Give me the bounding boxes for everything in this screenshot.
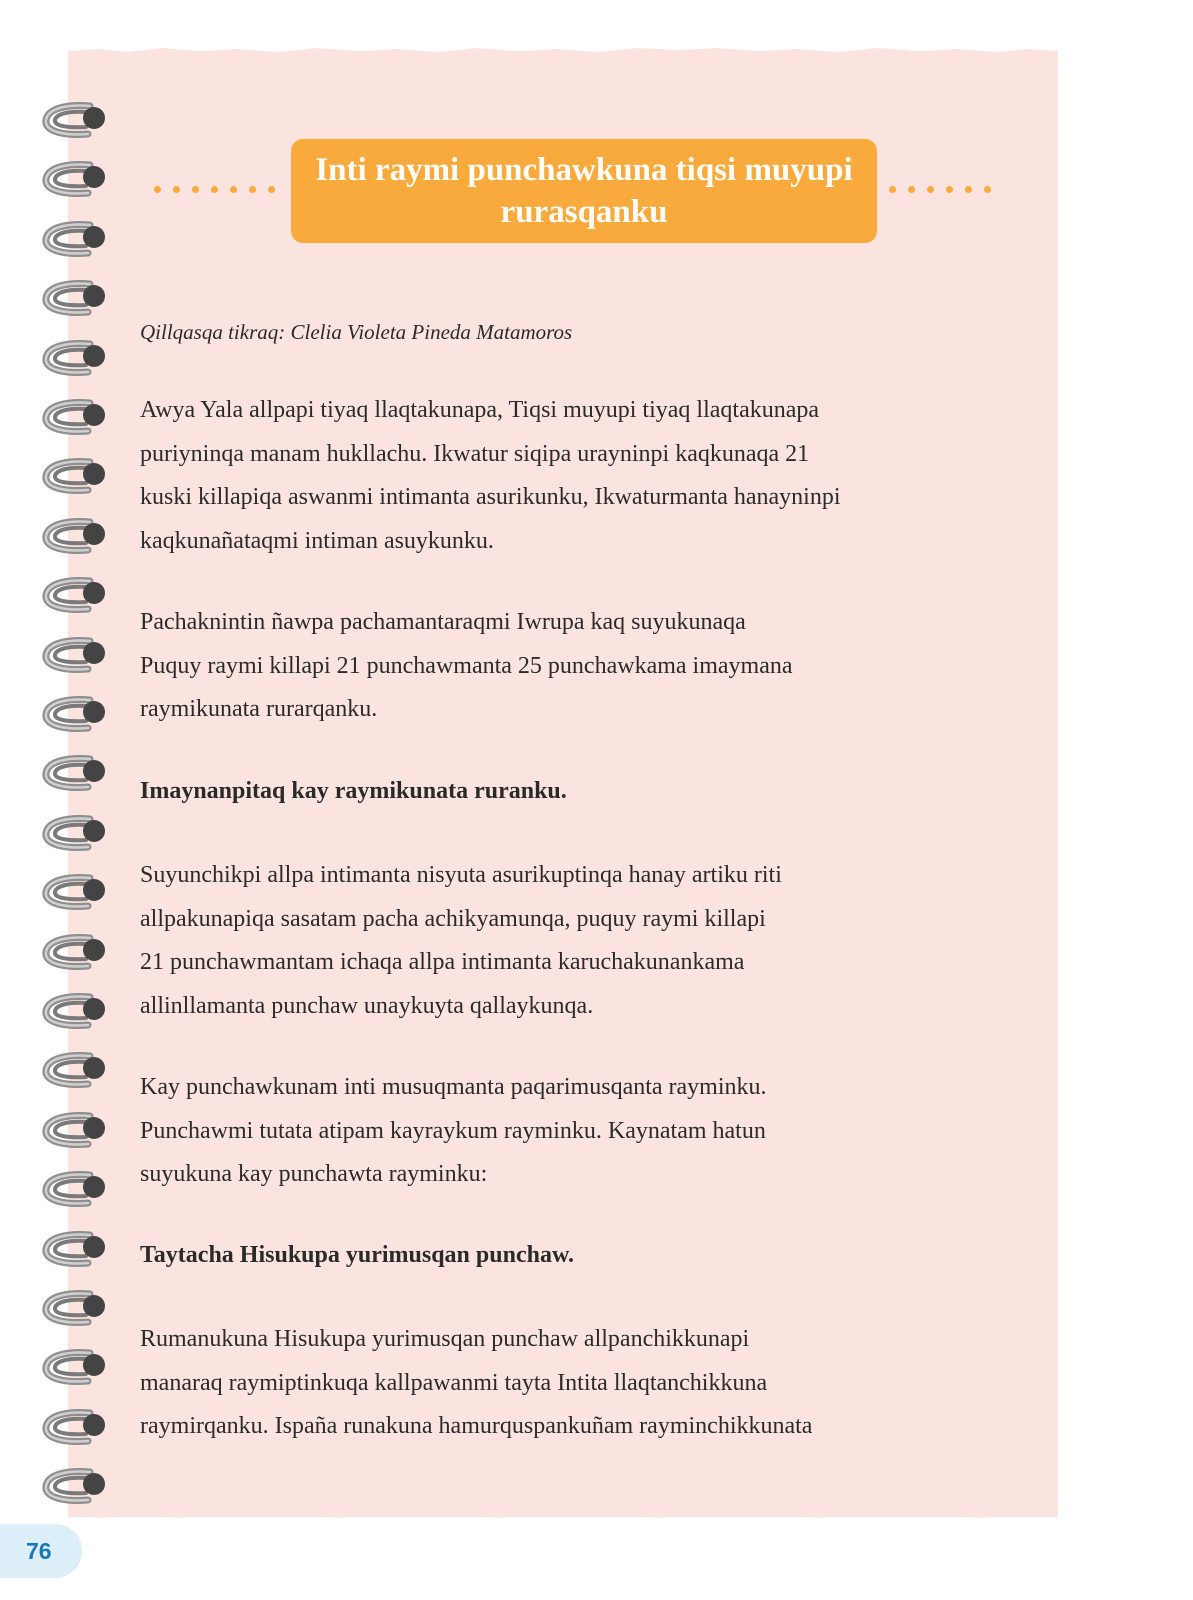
text-line: suyukuna kay punchawta rayminku: (140, 1161, 488, 1187)
decorative-dot (154, 186, 161, 193)
text-line: manaraq raymiptinkuqa kallpawanmi tayta Intita llaqtanchikkuna (140, 1369, 768, 1396)
spiral-ring (38, 1462, 118, 1510)
spiral-ring (38, 868, 118, 916)
decorative-dot (268, 186, 275, 193)
decorative-dot (965, 186, 972, 193)
spiral-ring (38, 571, 118, 619)
decorative-dot (946, 186, 953, 193)
text-line: Pachaknintin ñawpa pachamantaraqmi Iwrupa kaq suyukunaqa (140, 609, 746, 635)
spiral-ring (38, 1165, 118, 1213)
section-heading-2: Taytacha Hisukupa yurimusqan punchaw. (140, 1242, 574, 1268)
decorative-dot (173, 186, 180, 193)
decorative-dot (211, 186, 218, 193)
paragraph-5 (140, 1318, 1040, 1449)
spiral-ring (38, 1403, 118, 1451)
spiral-ring (38, 334, 118, 382)
spiral-ring (38, 274, 118, 322)
text-line: kuski killapiqa aswanmi intimanta asurikunku, Ikwaturmanta hanayninpi (140, 484, 841, 510)
decorative-dots-right (870, 186, 996, 196)
spiral-ring (38, 928, 118, 976)
paragraph-4 (140, 1066, 1040, 1197)
text-line: Awya Yala allpapi tiyaq llaqtakunapa, Tiqsi muyupi tiyaq llaqtakunapa (140, 397, 820, 423)
author-credit: Qillqasqa tikraq: Clelia Violeta Pineda Matamoros (140, 320, 573, 344)
spiral-ring (38, 452, 118, 500)
paragraph-2 (140, 601, 1040, 732)
decorative-dot (889, 186, 896, 193)
paragraph-1 (140, 389, 1040, 563)
page-number: 76 (26, 1538, 52, 1564)
decorative-dot (230, 186, 237, 193)
text-line: puriyninqa manam hukllachu. Ikwatur siqipa urayninpi kaqkunaqa 21 (140, 440, 810, 467)
decorative-dot (927, 186, 934, 193)
text-line: allpakunapiqa sasatam pacha achikyamunqa, puquy raymi killapi (140, 905, 766, 932)
text-line: 21 punchawmantam ichaqa allpa intimanta karuchakunankama (140, 949, 745, 975)
spiral-ring (38, 155, 118, 203)
spiral-ring (38, 1343, 118, 1391)
spiral-ring (38, 987, 118, 1035)
decorative-dot (984, 186, 991, 193)
decorative-dot (249, 186, 256, 193)
spiral-ring (38, 690, 118, 738)
section-heading-1: Imaynanpitaq kay raymikunata ruranku. (140, 778, 567, 804)
text-line: raymirqanku. Ispaña runakuna hamurquspankuñam rayminchikkunata (140, 1413, 813, 1439)
paragraph-3 (140, 854, 1040, 1028)
decorative-dots-left (154, 186, 280, 196)
text-line: kaqkunañataqmi intiman asuykunku. (140, 527, 494, 554)
spiral-ring (38, 1106, 118, 1154)
paper-torn-bottom-edge (68, 1512, 1058, 1520)
spiral-ring (38, 512, 118, 560)
decorative-dot (908, 186, 915, 193)
decorative-dot (192, 186, 199, 193)
spiral-ring (38, 96, 118, 144)
spiral-binding (38, 96, 118, 1496)
spiral-ring (38, 1225, 118, 1273)
spiral-ring (38, 1046, 118, 1094)
spiral-ring (38, 631, 118, 679)
text-line: Suyunchikpi allpa intimanta nisyuta asurikuptinqa hanay artiku riti (140, 862, 782, 888)
text-line: raymikunata rurarqanku. (140, 696, 378, 722)
text-line: Punchawmi tutata atipam kayraykum rayminku. Kaynatam hatun (140, 1117, 766, 1144)
spiral-ring (38, 393, 118, 441)
page-title: Inti raymi punchawkuna tiqsi muyupi rurasqanku (291, 139, 877, 243)
spiral-ring (38, 1284, 118, 1332)
spiral-ring (38, 809, 118, 857)
text-line: allinllamanta punchaw unaykuyta qallaykunqa. (140, 992, 594, 1019)
text-line: Rumanukuna Hisukupa yurimusqan punchaw allpanchikkunapi (140, 1326, 750, 1352)
text-line: Puquy raymi killapi 21 punchawmanta 25 punchawkama imaymana (140, 652, 793, 679)
spiral-ring (38, 215, 118, 263)
text-line: Kay punchawkunam inti musuqmanta paqarimusqanta rayminku. (140, 1074, 767, 1100)
spiral-ring (38, 749, 118, 797)
